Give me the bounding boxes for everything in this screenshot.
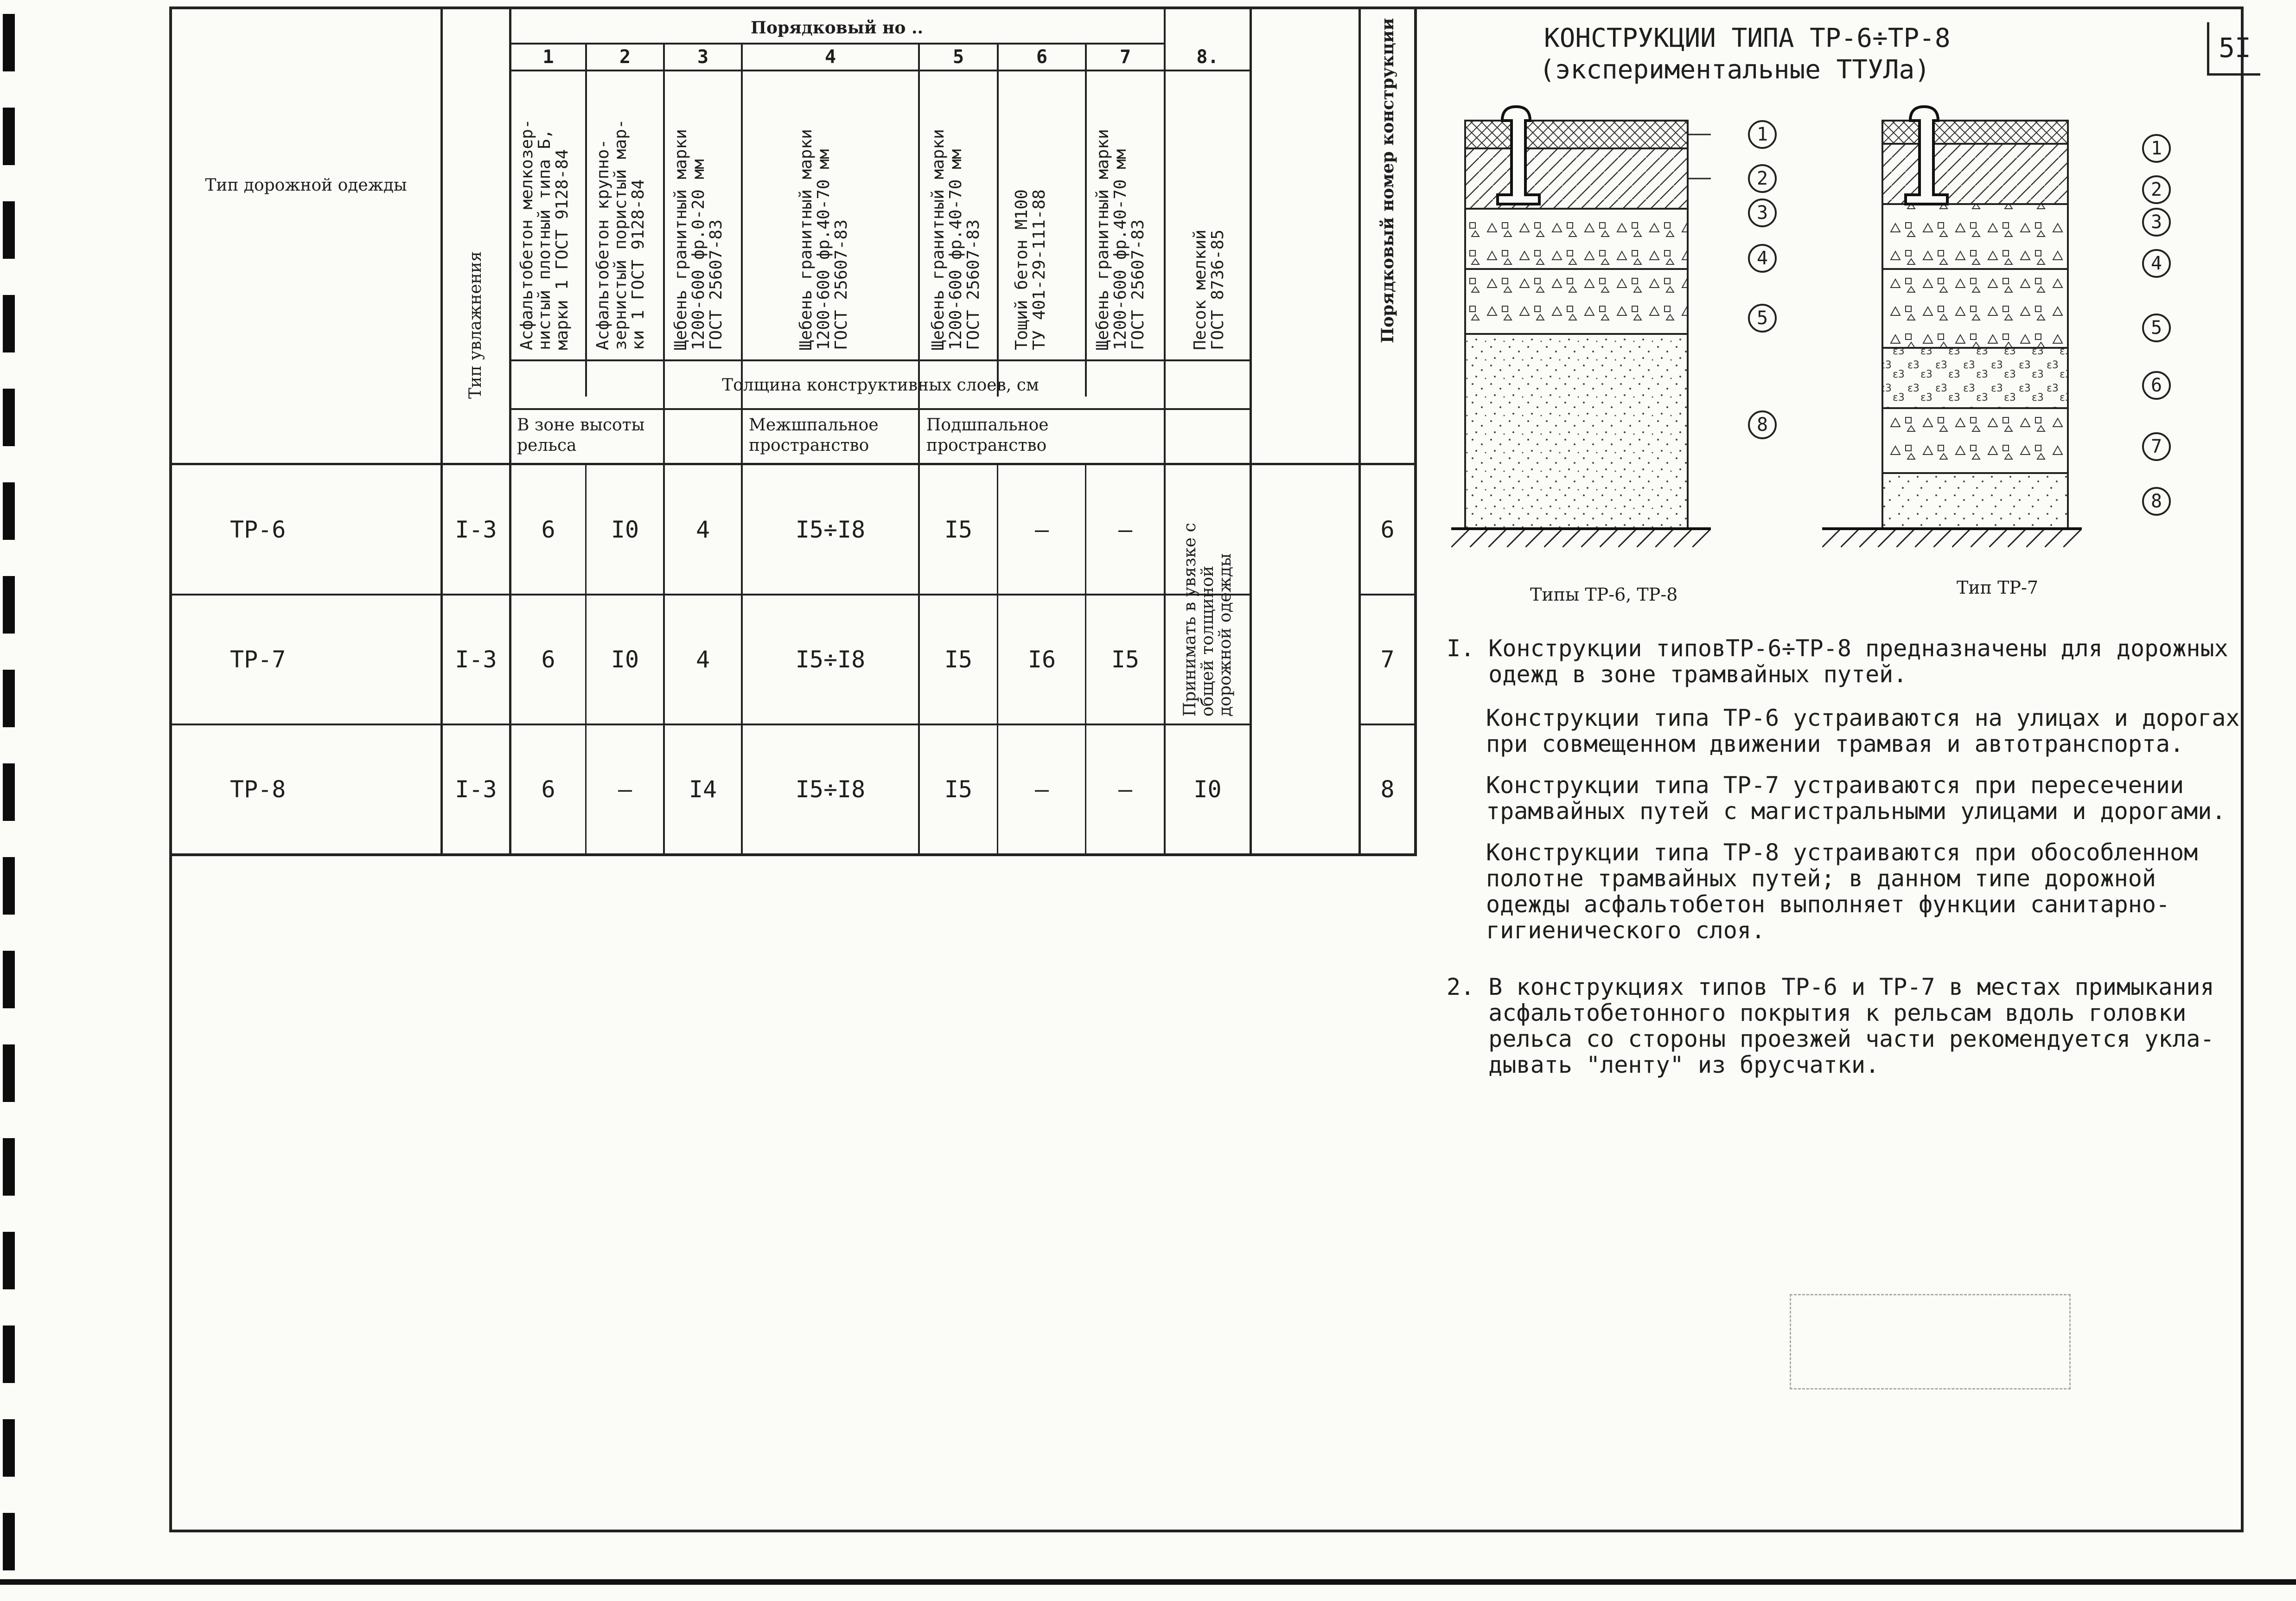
callout-left-8: 8 — [1748, 410, 1777, 439]
diagram-title: КОНСТРУКЦИИ ТИПА ТР-6÷ТР-8 — [1544, 23, 1951, 53]
row-c5-tr6: I5 — [944, 516, 973, 543]
zone-under-sleepers: Подшпальное пространство — [926, 416, 1049, 455]
row-c7-tr6: – — [1118, 516, 1133, 543]
col-number-5: 5 — [952, 46, 964, 68]
col-header-construction-no: Порядковый номер конструкции — [1378, 18, 1397, 343]
row-c6-tr6: – — [1034, 516, 1049, 543]
row-c5-tr8: I5 — [944, 776, 973, 803]
material-2: Асфальтобетон крупно- зернистый пористый мар- ки 1 ГОСТ 9128-84 — [593, 119, 648, 350]
cross-section-tr7 — [1822, 102, 2082, 557]
row-moisture-tr8: I-3 — [455, 776, 497, 803]
callout-right-5: 5 — [2142, 314, 2171, 342]
note-2: 2. В конструкциях типов ТР-6 и ТР-7 в местах примыкания асфальтобетонного покрытия к рельсам вдоль головки рельса со стороны проезжей части рекомендуется укла- дывать "ленту" из брусчатки. — [1447, 973, 2214, 1078]
note-1c: Конструкции типа ТР-8 устраиваются при обособленном полотне трамвайных путей; в данном типе дорожной одежды асфальтобетон выполняет функции санитарно- гигиенического слоя. — [1486, 839, 2198, 944]
col-number-7: 7 — [1119, 46, 1131, 68]
diagram-subtitle: (экспериментальные ТТУЛа) — [1539, 55, 1930, 85]
callout-left-2: 2 — [1748, 164, 1777, 193]
faint-stamp-box — [1790, 1294, 2071, 1390]
row-c2-tr7: I0 — [611, 646, 639, 673]
row-c3-tr6: 4 — [695, 516, 710, 543]
col-number-4: 4 — [824, 46, 836, 68]
thickness-label: Толщина конструктивных слоев, см — [722, 375, 1039, 395]
zone-between-sleepers: Межшпальное пространство — [749, 416, 879, 455]
row-c6-tr8: – — [1034, 776, 1049, 803]
material-4: Щебень гранитный марки 1200-600 фр.40-70 мм ГОСТ 25607-83 — [797, 129, 851, 350]
callout-right-8: 8 — [2142, 487, 2171, 516]
row-no-tr8: 8 — [1380, 776, 1395, 803]
material-7: Щебень гранитный марки 1200-600 фр.40-70 мм ГОСТ 25607-83 — [1093, 129, 1148, 350]
callout-left-5: 5 — [1748, 304, 1777, 333]
row-c6-tr7: I6 — [1027, 646, 1056, 673]
material-6: Тощий бетон М100 ТУ 401-29-111-88 — [1012, 189, 1049, 350]
row-c8-tr8: I0 — [1193, 776, 1222, 803]
row-c7-tr7: I5 — [1111, 646, 1140, 673]
callout-left-1: 1 — [1748, 120, 1777, 149]
col-header-ordinal-group: Порядковый но .. — [750, 18, 924, 38]
callout-left-4: 4 — [1748, 244, 1777, 273]
page-number: 5I — [2207, 22, 2260, 76]
row-c3-tr7: 4 — [695, 646, 710, 673]
col-number-3: 3 — [697, 46, 709, 68]
callout-right-3: 3 — [2142, 208, 2171, 237]
caption-tr6-tr8: Типы ТР-6, ТР-8 — [1530, 584, 1678, 605]
callout-right-1: 1 — [2142, 134, 2171, 163]
col-header-moisture: Тип увлажнения — [466, 251, 485, 399]
callout-right-4: 4 — [2142, 249, 2171, 278]
material-8: Песок мелкий ГОСТ 8736-85 — [1191, 229, 1227, 350]
row-c3-tr8: I4 — [689, 776, 717, 803]
col-number-8: 8. — [1196, 46, 1219, 68]
row-c1-tr7: 6 — [541, 646, 555, 673]
row-c1-tr6: 6 — [541, 516, 555, 543]
caption-tr7: Тип ТР-7 — [1957, 577, 2039, 598]
row-c2-tr6: I0 — [611, 516, 639, 543]
zone-rail-height: В зоне высоты рельса — [517, 416, 645, 455]
row-c4-tr7: I5÷I8 — [795, 646, 866, 673]
callout-right-7: 7 — [2142, 432, 2171, 461]
col-number-6: 6 — [1036, 46, 1048, 68]
col-number-1: 1 — [542, 46, 554, 68]
sheet-bottom-edge — [0, 1579, 2296, 1585]
row-c5-tr7: I5 — [944, 646, 973, 673]
note-1b: Конструкции типа ТР-7 устраиваются при пересечении трамвайных путей с магистральными улицами и дорогами. — [1486, 772, 2226, 825]
row-type-tr7: ТР-7 — [230, 646, 286, 673]
row-c4-tr6: I5÷I8 — [795, 516, 866, 543]
row-c2-tr8: – — [618, 776, 632, 803]
row-no-tr6: 6 — [1380, 516, 1395, 543]
row-no-tr7: 7 — [1380, 646, 1395, 673]
col-number-2: 2 — [619, 46, 631, 68]
material-3: Щебень гранитный марки 1200-600 фр.0-20 мм ГОСТ 25607-83 — [671, 129, 726, 350]
row-type-tr6: ТР-6 — [230, 516, 286, 543]
callout-left-3: 3 — [1748, 199, 1777, 227]
row-c7-tr8: – — [1118, 776, 1133, 803]
row-c4-tr8: I5÷I8 — [795, 776, 866, 803]
callout-right-6: 6 — [2142, 371, 2171, 400]
callout-right-2: 2 — [2142, 175, 2171, 204]
note-1a: Конструкции типа ТР-6 устраиваются на улицах и дорогах при совмещенном движении трамвая и автотранспорта. — [1486, 704, 2240, 757]
material-5: Щебень гранитный марки 1200-600 фр.40-70 мм ГОСТ 25607-83 — [929, 129, 983, 350]
merged-note-col8: Принимать в увязке с общей толщиной дорожной одежды — [1180, 523, 1235, 717]
col-header-type: Тип дорожной одежды — [205, 176, 407, 195]
note-1: I. Конструкции типовТР-6÷ТР-8 предназначены для дорожных одежд в зоне трамвайных путей. — [1447, 635, 2228, 688]
row-moisture-tr6: I-3 — [455, 516, 497, 543]
material-1: Асфальтобетон мелкозер- нистый плотный типа Б, марки 1 ГОСТ 9128-84 — [517, 119, 572, 350]
row-type-tr8: ТР-8 — [230, 776, 286, 803]
cross-section-tr6-tr8 — [1451, 102, 1711, 557]
row-moisture-tr7: I-3 — [455, 646, 497, 673]
row-c1-tr8: 6 — [541, 776, 555, 803]
